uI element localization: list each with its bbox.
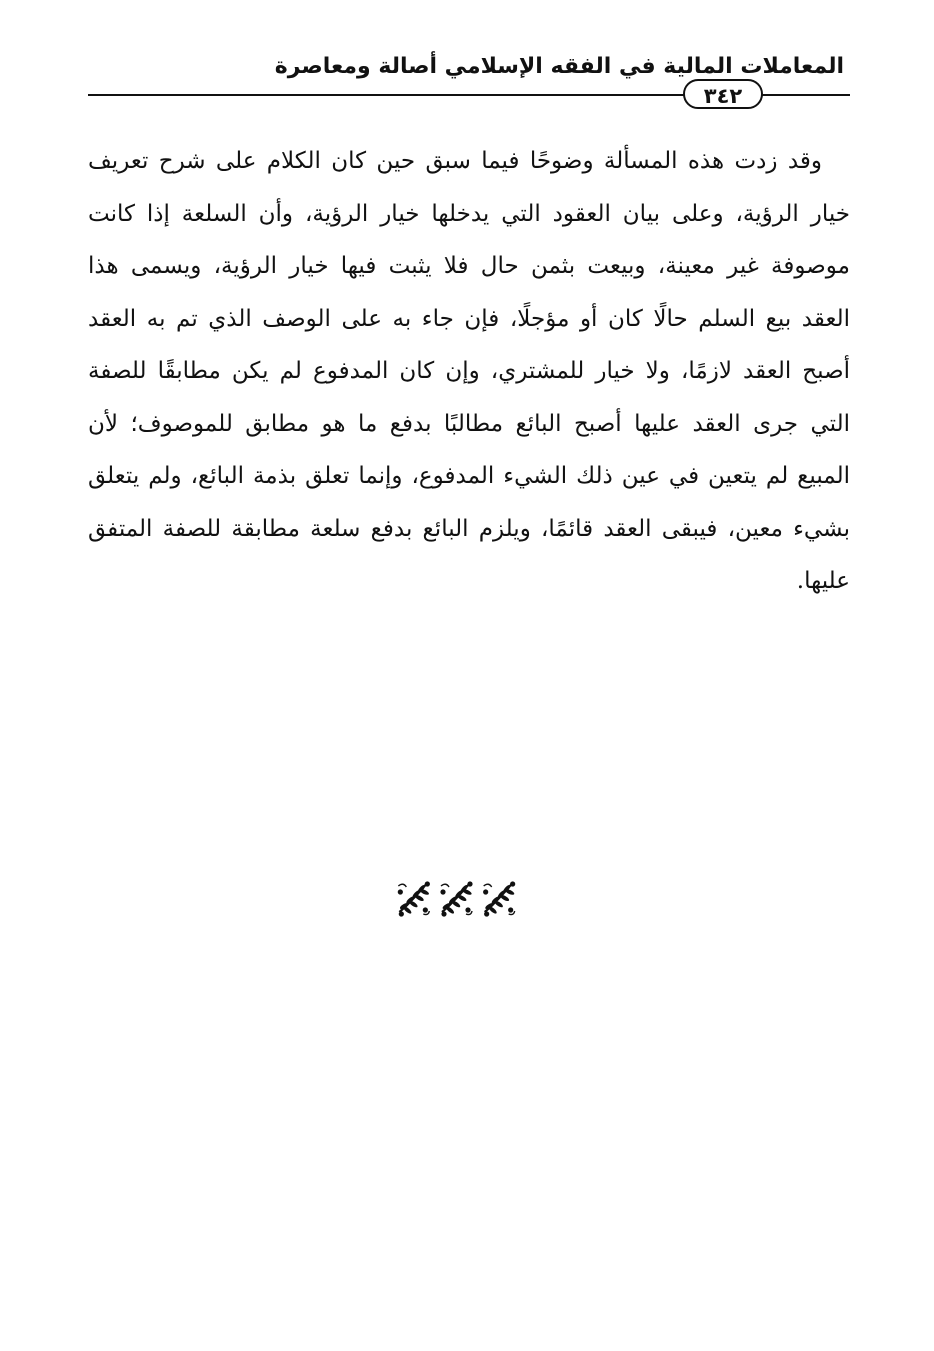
page-number: ٣٤٢: [683, 79, 763, 109]
floral-ornament-icon: [392, 878, 520, 918]
ornament-motif: [440, 881, 472, 916]
body-paragraph: [88, 135, 850, 608]
page-header: [0, 0, 934, 110]
running-title: المعاملات المالية في الفقه الإسلامي أصالة ومعاصرة: [274, 54, 844, 79]
ornament-motif: [398, 881, 430, 916]
ornament-motif: [483, 881, 515, 916]
paragraph-text: وقد زدت هذه المسألة وضوحًا فيما سبق حين كان الكلام على شرح تعريف خيار الرؤية، وعلى بيان العقود التي يدخلها خيار الرؤية، وأن السلعة إذا كانت موصوفة غير معينة، وبيعت بثمن حال فلا يثبت فيها خيار الرؤية، ويسمى هذا العقد بيع السلم حالًا كان أو مؤجلًا، فإن جاء به على الوصف الذي تم به العقد أصبح العقد لازمًا، ولا خيار للمشتري، وإن كان المدفوع لم يكن مطابقًا للصفة التي جرى العقد عليها أصبح البائع مطالبًا بدفع ما هو مطابق للموصوف؛ لأن المبيع لم يتعين في عين ذلك الشيء المدفوع، وإنما تعلق بذمة البائع، ولم يتعلق بشيء معين، فيبقى العقد قائمًا، ويلزم البائع بدفع سلعة مطابقة للصفة المتفق عليها.: [88, 148, 850, 594]
